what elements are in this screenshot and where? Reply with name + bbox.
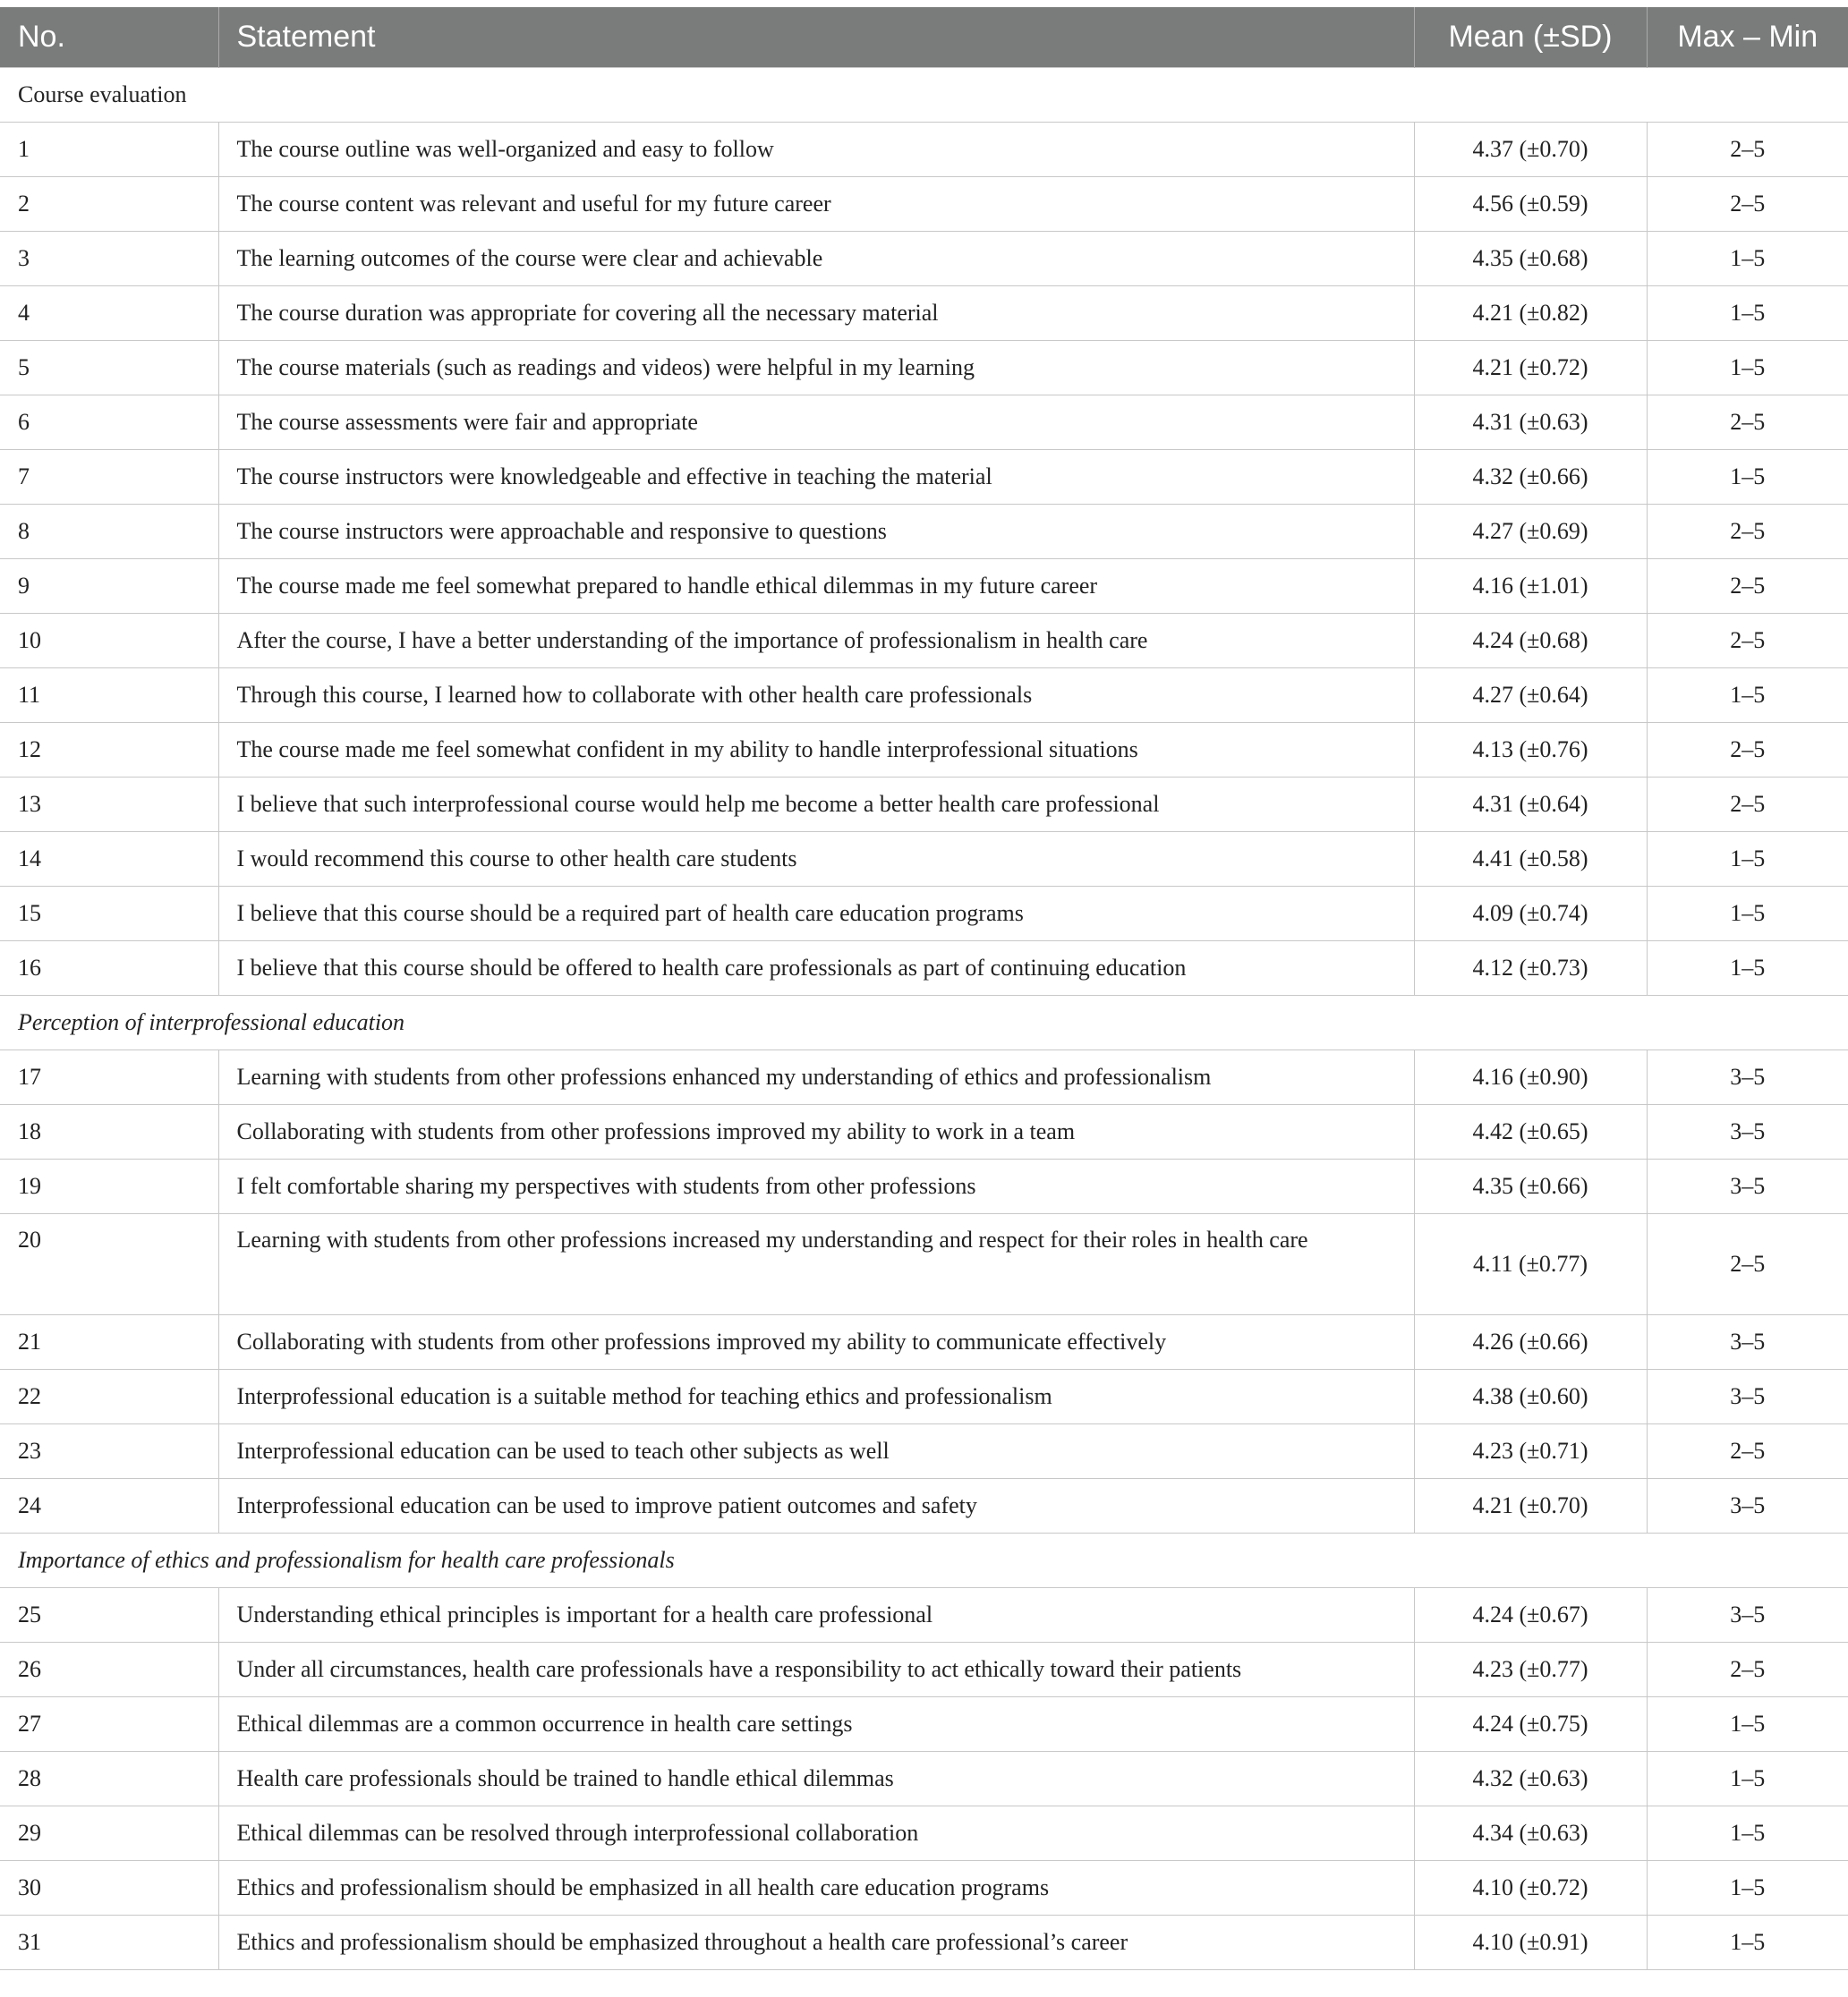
row-max-min: 1–5	[1647, 341, 1848, 395]
table-row	[0, 1916, 1848, 1970]
table-row	[0, 887, 1848, 941]
row-mean-sd: 4.24 (±0.68)	[1414, 614, 1647, 668]
row-statement: The course instructors were knowledgeable and effective in teaching the material	[218, 450, 1414, 505]
table-row	[0, 1160, 1848, 1214]
row-number: 26	[0, 1643, 218, 1697]
section-title: Course evaluation	[0, 68, 1848, 123]
header-statement: Statement	[218, 7, 1414, 68]
header-row	[0, 7, 1848, 68]
row-statement: The course outline was well-organized and easy to follow	[218, 123, 1414, 177]
row-max-min: 2–5	[1647, 1214, 1848, 1315]
row-max-min: 3–5	[1647, 1105, 1848, 1160]
row-statement: The course content was relevant and useful for my future career	[218, 177, 1414, 232]
row-max-min: 1–5	[1647, 232, 1848, 286]
row-statement: The course assessments were fair and appropriate	[218, 395, 1414, 450]
table-row	[0, 668, 1848, 723]
row-statement: The course made me feel somewhat confident in my ability to handle interprofessional situations	[218, 723, 1414, 778]
header-mean: Mean (±SD)	[1414, 7, 1647, 68]
row-number: 17	[0, 1050, 218, 1105]
row-max-min: 2–5	[1647, 778, 1848, 832]
section-header-row	[0, 1534, 1848, 1588]
row-number: 22	[0, 1370, 218, 1424]
row-max-min: 1–5	[1647, 668, 1848, 723]
row-number: 31	[0, 1916, 218, 1970]
row-statement: Through this course, I learned how to collaborate with other health care professionals	[218, 668, 1414, 723]
row-statement: Under all circumstances, health care professionals have a responsibility to act ethically toward their patients	[218, 1643, 1414, 1697]
row-number: 24	[0, 1479, 218, 1534]
row-mean-sd: 4.32 (±0.63)	[1414, 1752, 1647, 1806]
row-max-min: 1–5	[1647, 1861, 1848, 1916]
row-statement: Ethical dilemmas can be resolved through interprofessional collaboration	[218, 1806, 1414, 1861]
row-number: 30	[0, 1861, 218, 1916]
row-mean-sd: 4.21 (±0.82)	[1414, 286, 1647, 341]
row-number: 1	[0, 123, 218, 177]
row-statement: Health care professionals should be trained to handle ethical dilemmas	[218, 1752, 1414, 1806]
row-max-min: 1–5	[1647, 887, 1848, 941]
row-mean-sd: 4.16 (±0.90)	[1414, 1050, 1647, 1105]
row-number: 28	[0, 1752, 218, 1806]
row-mean-sd: 4.41 (±0.58)	[1414, 832, 1647, 887]
row-mean-sd: 4.38 (±0.60)	[1414, 1370, 1647, 1424]
table-row	[0, 177, 1848, 232]
row-number: 29	[0, 1806, 218, 1861]
row-number: 16	[0, 941, 218, 996]
row-mean-sd: 4.11 (±0.77)	[1414, 1214, 1647, 1315]
row-number: 2	[0, 177, 218, 232]
row-max-min: 2–5	[1647, 395, 1848, 450]
table-row	[0, 559, 1848, 614]
row-number: 3	[0, 232, 218, 286]
row-mean-sd: 4.35 (±0.66)	[1414, 1160, 1647, 1214]
row-max-min: 3–5	[1647, 1370, 1848, 1424]
row-statement: Collaborating with students from other professions improved my ability to work in a team	[218, 1105, 1414, 1160]
table-row	[0, 395, 1848, 450]
row-statement: I believe that this course should be a required part of health care education programs	[218, 887, 1414, 941]
row-max-min: 2–5	[1647, 559, 1848, 614]
row-number: 11	[0, 668, 218, 723]
table-row	[0, 232, 1848, 286]
table-row	[0, 1588, 1848, 1643]
table-row	[0, 123, 1848, 177]
row-max-min: 1–5	[1647, 832, 1848, 887]
row-mean-sd: 4.42 (±0.65)	[1414, 1105, 1647, 1160]
row-number: 18	[0, 1105, 218, 1160]
row-mean-sd: 4.34 (±0.63)	[1414, 1806, 1647, 1861]
row-number: 10	[0, 614, 218, 668]
row-mean-sd: 4.37 (±0.70)	[1414, 123, 1647, 177]
row-mean-sd: 4.23 (±0.71)	[1414, 1424, 1647, 1479]
row-statement: Interprofessional education can be used to improve patient outcomes and safety	[218, 1479, 1414, 1534]
row-max-min: 3–5	[1647, 1588, 1848, 1643]
row-number: 13	[0, 778, 218, 832]
row-max-min: 1–5	[1647, 1752, 1848, 1806]
table-row	[0, 286, 1848, 341]
row-statement: The course duration was appropriate for covering all the necessary material	[218, 286, 1414, 341]
row-statement: Ethics and professionalism should be emphasized throughout a health care professional’s career	[218, 1916, 1414, 1970]
row-mean-sd: 4.31 (±0.64)	[1414, 778, 1647, 832]
row-mean-sd: 4.32 (±0.66)	[1414, 450, 1647, 505]
row-statement: Understanding ethical principles is important for a health care professional	[218, 1588, 1414, 1643]
row-number: 15	[0, 887, 218, 941]
table-row	[0, 1806, 1848, 1861]
table-row	[0, 723, 1848, 778]
table-row	[0, 1424, 1848, 1479]
table-row	[0, 450, 1848, 505]
row-number: 4	[0, 286, 218, 341]
row-statement: I would recommend this course to other health care students	[218, 832, 1414, 887]
row-statement: The learning outcomes of the course were clear and achievable	[218, 232, 1414, 286]
table-row	[0, 1050, 1848, 1105]
row-max-min: 3–5	[1647, 1160, 1848, 1214]
row-number: 8	[0, 505, 218, 559]
row-max-min: 3–5	[1647, 1050, 1848, 1105]
table-row	[0, 778, 1848, 832]
row-mean-sd: 4.16 (±1.01)	[1414, 559, 1647, 614]
row-number: 20	[0, 1214, 218, 1315]
row-number: 6	[0, 395, 218, 450]
table-row	[0, 1315, 1848, 1370]
row-mean-sd: 4.26 (±0.66)	[1414, 1315, 1647, 1370]
table-row	[0, 832, 1848, 887]
row-number: 25	[0, 1588, 218, 1643]
table-row	[0, 1697, 1848, 1752]
row-number: 12	[0, 723, 218, 778]
table-row	[0, 341, 1848, 395]
row-number: 19	[0, 1160, 218, 1214]
row-mean-sd: 4.24 (±0.67)	[1414, 1588, 1647, 1643]
row-number: 14	[0, 832, 218, 887]
row-statement: The course made me feel somewhat prepared to handle ethical dilemmas in my future career	[218, 559, 1414, 614]
table-row	[0, 1479, 1848, 1534]
row-statement: I believe that such interprofessional course would help me become a better health care professional	[218, 778, 1414, 832]
row-max-min: 1–5	[1647, 941, 1848, 996]
table-body	[0, 68, 1848, 1970]
row-max-min: 2–5	[1647, 1643, 1848, 1697]
row-mean-sd: 4.10 (±0.72)	[1414, 1861, 1647, 1916]
row-mean-sd: 4.09 (±0.74)	[1414, 887, 1647, 941]
row-mean-sd: 4.24 (±0.75)	[1414, 1697, 1647, 1752]
row-max-min: 2–5	[1647, 177, 1848, 232]
row-statement: Learning with students from other professions enhanced my understanding of ethics and professionalism	[218, 1050, 1414, 1105]
row-statement: Ethics and professionalism should be emphasized in all health care education programs	[218, 1861, 1414, 1916]
row-max-min: 2–5	[1647, 123, 1848, 177]
row-max-min: 2–5	[1647, 614, 1848, 668]
row-mean-sd: 4.27 (±0.64)	[1414, 668, 1647, 723]
table-row	[0, 1861, 1848, 1916]
row-number: 7	[0, 450, 218, 505]
table-row	[0, 1105, 1848, 1160]
row-statement: Interprofessional education is a suitable method for teaching ethics and professionalism	[218, 1370, 1414, 1424]
row-number: 21	[0, 1315, 218, 1370]
row-max-min: 1–5	[1647, 286, 1848, 341]
row-number: 27	[0, 1697, 218, 1752]
row-statement: I felt comfortable sharing my perspectives with students from other professions	[218, 1160, 1414, 1214]
row-mean-sd: 4.56 (±0.59)	[1414, 177, 1647, 232]
row-statement: Ethical dilemmas are a common occurrence in health care settings	[218, 1697, 1414, 1752]
row-mean-sd: 4.13 (±0.76)	[1414, 723, 1647, 778]
row-max-min: 1–5	[1647, 1806, 1848, 1861]
row-statement: Collaborating with students from other professions improved my ability to communicate effectively	[218, 1315, 1414, 1370]
table-row	[0, 1643, 1848, 1697]
row-number: 5	[0, 341, 218, 395]
table-row	[0, 1214, 1848, 1315]
row-mean-sd: 4.21 (±0.72)	[1414, 341, 1647, 395]
section-header-row	[0, 68, 1848, 123]
table-row	[0, 941, 1848, 996]
section-title: Perception of interprofessional education	[0, 996, 1848, 1050]
row-statement: I believe that this course should be offered to health care professionals as part of continuing education	[218, 941, 1414, 996]
row-number: 9	[0, 559, 218, 614]
row-max-min: 3–5	[1647, 1479, 1848, 1534]
row-statement: Interprofessional education can be used to teach other subjects as well	[218, 1424, 1414, 1479]
row-mean-sd: 4.35 (±0.68)	[1414, 232, 1647, 286]
row-max-min: 1–5	[1647, 450, 1848, 505]
header-no: No.	[0, 7, 218, 68]
section-title: Importance of ethics and professionalism for health care professionals	[0, 1534, 1848, 1588]
row-statement: After the course, I have a better understanding of the importance of professionalism in health care	[218, 614, 1414, 668]
row-number: 23	[0, 1424, 218, 1479]
row-mean-sd: 4.10 (±0.91)	[1414, 1916, 1647, 1970]
row-mean-sd: 4.27 (±0.69)	[1414, 505, 1647, 559]
row-statement: The course instructors were approachable and responsive to questions	[218, 505, 1414, 559]
row-statement: Learning with students from other professions increased my understanding and respect for their roles in health care	[218, 1214, 1414, 1315]
header-range: Max – Min	[1647, 7, 1848, 68]
survey-results-table	[0, 7, 1848, 1970]
row-mean-sd: 4.21 (±0.70)	[1414, 1479, 1647, 1534]
table-row	[0, 1752, 1848, 1806]
table-row	[0, 505, 1848, 559]
row-max-min: 2–5	[1647, 505, 1848, 559]
row-statement: The course materials (such as readings and videos) were helpful in my learning	[218, 341, 1414, 395]
row-max-min: 2–5	[1647, 1424, 1848, 1479]
row-max-min: 1–5	[1647, 1916, 1848, 1970]
row-mean-sd: 4.31 (±0.63)	[1414, 395, 1647, 450]
row-mean-sd: 4.23 (±0.77)	[1414, 1643, 1647, 1697]
table-row	[0, 1370, 1848, 1424]
row-max-min: 1–5	[1647, 1697, 1848, 1752]
table-row	[0, 614, 1848, 668]
row-mean-sd: 4.12 (±0.73)	[1414, 941, 1647, 996]
row-max-min: 2–5	[1647, 723, 1848, 778]
section-header-row	[0, 996, 1848, 1050]
row-max-min: 3–5	[1647, 1315, 1848, 1370]
